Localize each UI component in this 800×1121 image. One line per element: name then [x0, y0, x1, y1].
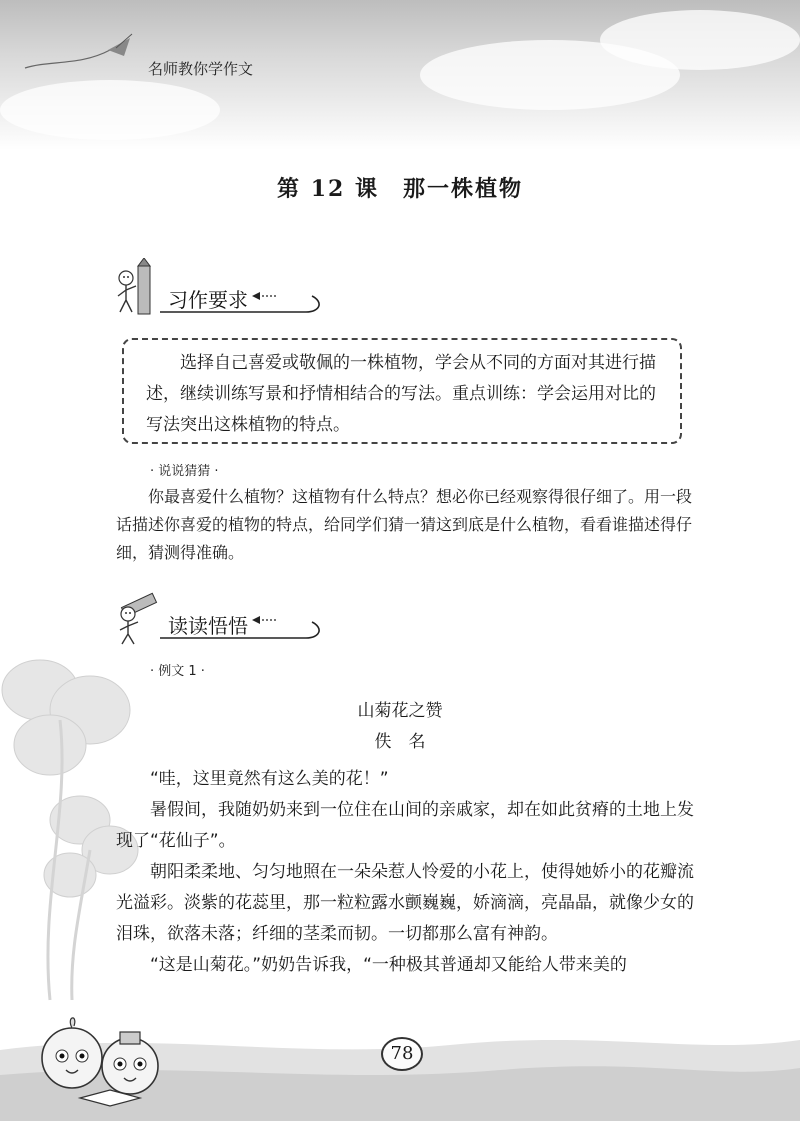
requirements-box — [122, 338, 682, 444]
section-header-requirements — [112, 258, 322, 318]
pencil-mascot-icon — [112, 258, 162, 318]
example-tag: · 例文 1 · — [150, 664, 205, 679]
section-header-reading — [112, 590, 322, 650]
requirements-text: 选择自己喜爱或敬佩的一株植物，学会从不同的方面对其进行描述，继续训练写景和抒情相结合的写法。重点训练：学会运用对比的写法突出这株植物的特点。 — [146, 353, 656, 435]
article-paragraph: “哇，这里竟然有这么美的花！” — [150, 769, 389, 789]
article-author: 佚 名 — [374, 732, 426, 752]
article-paragraph: “这是山菊花。”奶奶告诉我，“一种极其普通却又能给人带来美的 — [150, 955, 627, 975]
article-paragraph: 暑假间，我随奶奶来到一位住在山间的亲戚家，却在如此贫瘠的土地上发现了“花仙子”。 — [116, 800, 694, 851]
article-paragraph: 朝阳柔柔地、匀匀地照在一朵朵惹人怜爱的小花上，使得她娇小的花瓣流光溢彩。淡紫的花蕊里，那一粒粒露水颤巍巍，娇滴滴，亮晶晶，就像少女的泪珠，欲落未落；纤细的茎柔而韧。一切都那么富有神韵。 — [116, 862, 694, 944]
article-title: 山菊花之赞 — [357, 701, 443, 721]
article-body — [116, 764, 698, 981]
kite-icon — [20, 28, 140, 78]
pencil-mascot-icon — [112, 590, 162, 650]
page-number: 78 — [381, 1037, 423, 1071]
section-label: 习作要求 — [168, 288, 248, 312]
guess-tag: · 说说猜猜 · — [150, 464, 219, 479]
cloud — [600, 10, 800, 70]
guess-text: 你最喜爱什么植物？这植物有什么特点？想必你已经观察得很仔细了。用一段话描述你喜爱的植物的特点，给同学们猜一猜这到底是什么植物，看看谁描述得仔细，猜测得准确。 — [116, 487, 693, 562]
book-title: 名师教你学作文 — [148, 60, 254, 78]
cloud — [0, 80, 220, 140]
lesson-title: 第 12 课 那一株植物 — [277, 176, 523, 202]
section-label: 读读悟悟 — [168, 614, 248, 638]
cartoon-mascots-icon — [30, 1010, 180, 1110]
